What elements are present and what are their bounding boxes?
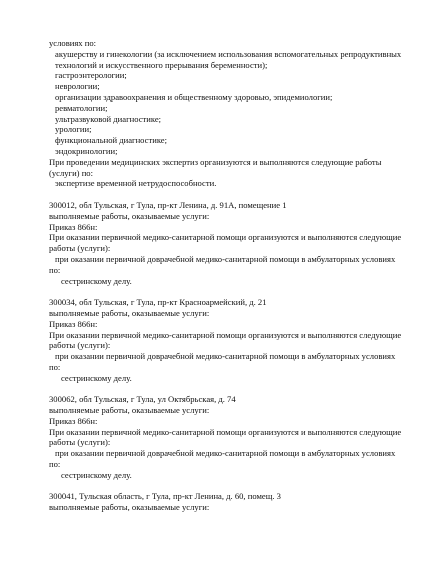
text-line: При оказании первичной медико-санитарной помощи организуются и выполняются следующие [49,329,402,340]
text-line: При оказании первичной медико-санитарной помощи организуются и выполняются следующие [49,426,402,437]
text-line: технологий и искусственного прерывания беременности); [55,59,268,70]
address-line: 300041, Тульская область, г Тула, пр-кт Ленина, д. 60, помещ. 3 [49,491,281,502]
text-line: организации здравоохранения и общественному здоровью, эпидемиологии; [55,91,333,102]
text-line: сестринскому делу. [61,275,132,286]
address-block [49,200,419,286]
text-line: при оказании первичной доврачебной медико-санитарной помощи в амбулаторных условиях [55,448,396,459]
document-page [49,38,419,513]
address-line: 300062, обл Тульская, г Тула, ул Октябрьская, д. 74 [49,394,236,405]
spacer [49,481,419,492]
works-label: выполняемые работы, оказываемые услуги: [49,502,210,513]
order-label: Приказ 866н: [49,415,98,426]
address-line: 300012, обл Тульская, г Тула, пр-кт Ленина, д. 91А, помещение 1 [49,199,287,210]
order-label: Приказ 866н: [49,318,98,329]
address-block [49,394,419,480]
works-label: выполняемые работы, оказываемые услуги: [49,405,210,416]
text-line: по: [49,264,61,275]
text-line: акушерству и гинекологии (за исключением использования вспомогательных репродуктивных [55,48,402,59]
text-line: работы (услуги): [49,437,111,448]
text-line: ультразвуковой диагностике; [55,113,162,124]
text-line: по: [49,459,61,470]
text-line: работы (услуги): [49,243,111,254]
text-line: эндокринологии; [55,145,118,156]
text-line: (услуги) по: [49,167,93,178]
spacer [49,286,419,297]
text-line: неврологии; [55,81,100,92]
text-line: ревматологии; [55,102,108,113]
text-line: условиях по: [49,38,97,48]
spacer [49,384,419,395]
text-line: при оказании первичной доврачебной медико-санитарной помощи в амбулаторных условиях [55,253,396,264]
address-block [49,491,419,513]
text-line: сестринскому делу. [61,469,132,480]
text-line: При проведении медицинских экспертиз организуются и выполняются следующие работы [49,156,382,167]
text-line: сестринскому делу. [61,372,132,383]
works-label: выполняемые работы, оказываемые услуги: [49,210,210,221]
text-line: При оказании первичной медико-санитарной помощи организуются и выполняются следующие [49,232,402,243]
intro-section [49,38,419,189]
text-line: урологии; [55,124,92,135]
works-label: выполняемые работы, оказываемые услуги: [49,307,210,318]
text-line: работы (услуги): [49,340,111,351]
address-block [49,297,419,383]
address-line: 300034, обл Тульская, г Тула, пр-кт Красноармейский, д. 21 [49,297,267,308]
text-line: экспертизе временной нетрудоспособности. [55,178,217,189]
order-label: Приказ 866н: [49,221,98,232]
text-line: гастроэнтерологии; [55,70,127,81]
spacer [49,189,419,200]
text-line: функциональной диагностике; [55,135,168,146]
text-line: при оказании первичной доврачебной медико-санитарной помощи в амбулаторных условиях [55,351,396,362]
text-line: по: [49,361,61,372]
